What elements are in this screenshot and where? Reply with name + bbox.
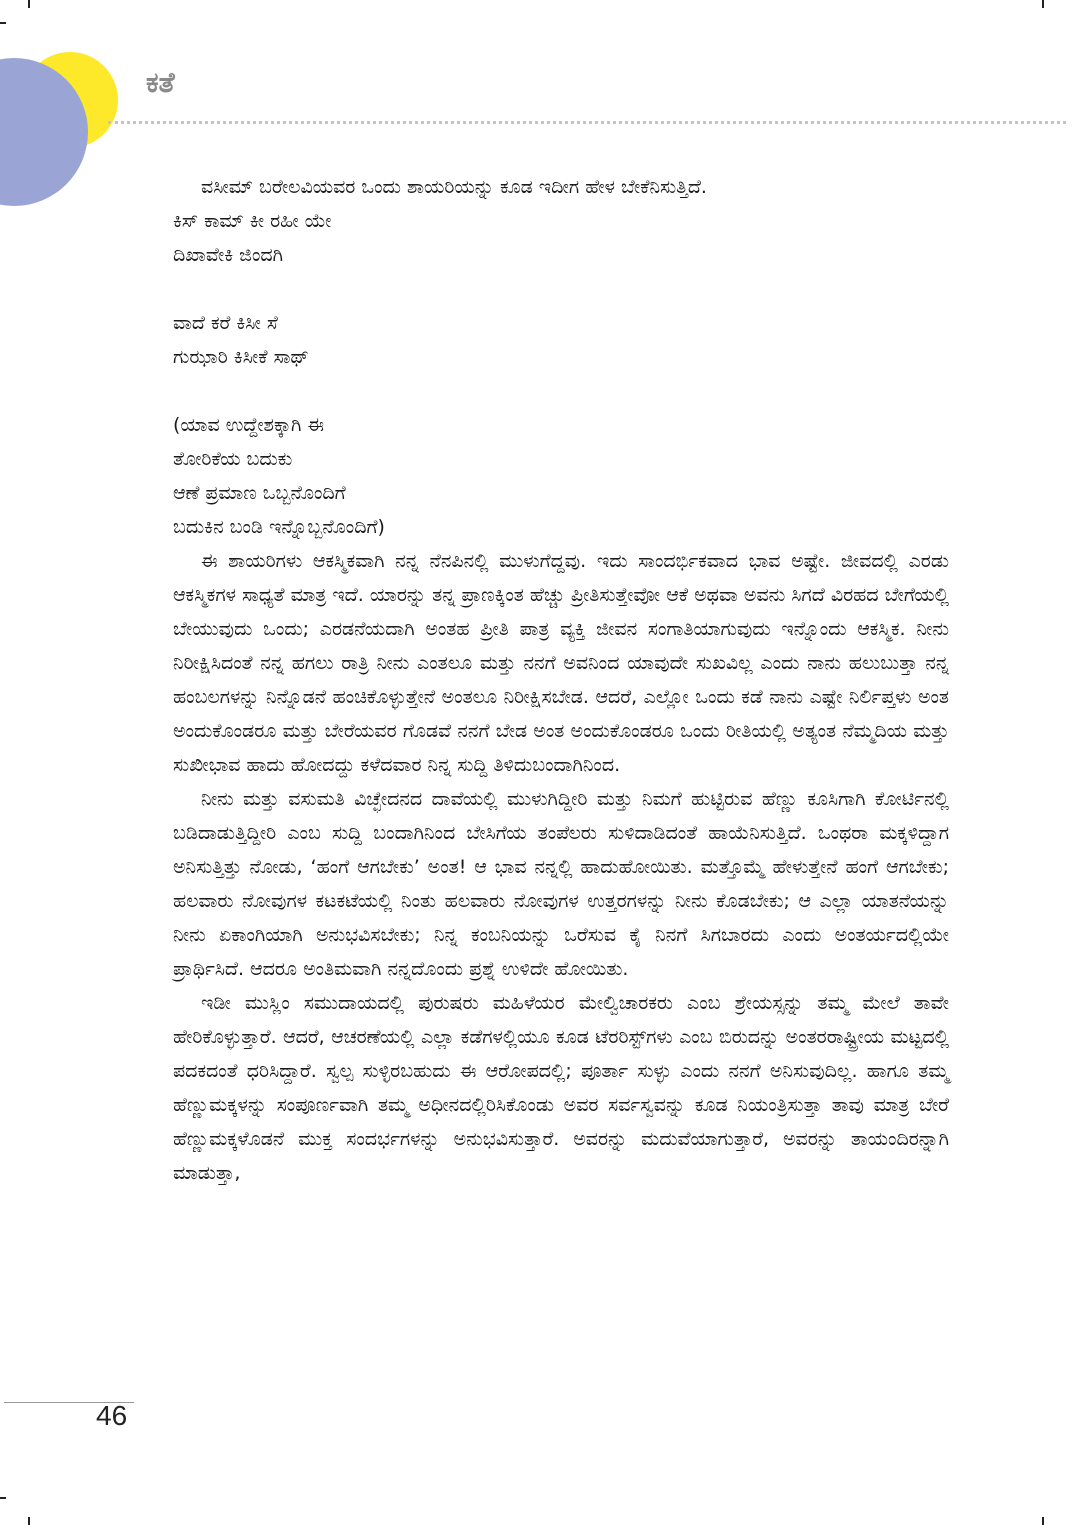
- story-text: [173, 170, 949, 1190]
- verse-line: ಆಣೆ ಪ್ರಮಾಣ ಒಬ್ಬನೊಂದಿಗೆ: [173, 482, 346, 504]
- verse-line: (ಯಾವ ಉದ್ದೇಶಕ್ಕಾಗಿ ಈ: [173, 414, 324, 436]
- crop-mark-bottom-left: [28, 1517, 30, 1525]
- crop-mark-left-bottom: [0, 1497, 6, 1499]
- verse-line: ದಿಖಾವೇಕಿ ಜಿಂದಗಿ: [173, 244, 284, 266]
- verse-stanza-1: [173, 204, 949, 272]
- crop-mark-top-right: [1042, 0, 1044, 8]
- verse-line: ಕಿಸ್ ಕಾಮ್ ಕೀ ರಹೀ ಯೇ: [173, 210, 332, 232]
- decorative-circles: [0, 0, 130, 215]
- body-paragraph-3: ಇಡೀ ಮುಸ್ಲಿಂ ಸಮುದಾಯದಲ್ಲಿ ಪುರುಷರು ಮಹಿಳೆಯರ ಮೇಲ್ವಿಚಾರಕರು ಎಂಬ ಶ್ರೇಯಸ್ಸನ್ನು ತಮ್ಮ ಮೇಲೆ ತಾವೇ ಹೇರಿಕೊಳ್ಳುತ್ತಾರೆ. ಆದರೆ, ಆಚರಣೆಯಲ್ಲಿ ಎಲ್ಲಾ ಕಡೆಗಳಲ್ಲಿಯೂ ಕೂಡ ಟೆರರಿಸ್ಟ್‌ಗಳು ಎಂಬ ಬಿರುದನ್ನು ಅಂತರರಾಷ್ಟ್ರೀಯ ಮಟ್ಟದಲ್ಲಿ ಪದಕದಂತೆ ಧರಿಸಿದ್ದಾರೆ. ಸ್ವಲ್ಪ ಸುಳ್ಳಿರಬಹುದು ಈ ಆರೋಪದಲ್ಲಿ; ಪೂರ್ತಾ ಸುಳ್ಳು ಎಂದು ನನಗೆ ಅನಿಸುವುದಿಲ್ಲ. ಹಾಗೂ ತಮ್ಮ ಹೆಣ್ಣುಮಕ್ಕಳನ್ನು ಸಂಪೂರ್ಣವಾಗಿ ತಮ್ಮ ಅಧೀನದಲ್ಲಿರಿಸಿಕೊಂಡು ಅವರ ಸರ್ವಸ್ವವನ್ನು ಕೂಡ ನಿಯಂತ್ರಿಸುತ್ತಾ ತಾವು ಮಾತ್ರ ಬೇರೆ ಹೆಣ್ಣುಮಕ್ಕಳೊಡನೆ ಮುಕ್ತ ಸಂದರ್ಭಗಳನ್ನು ಅನುಭವಿಸುತ್ತಾರೆ. ಅವರನ್ನು ಮದುವೆಯಾಗುತ್ತಾರೆ, ಅವರನ್ನು ತಾಯಂದಿರನ್ನಾಗಿ ಮಾಡುತ್ತಾ,: [173, 992, 949, 1184]
- page-number: 46: [96, 1400, 128, 1431]
- verse-line: ಬದುಕಿನ ಬಂಡಿ ಇನ್ನೊಬ್ಬನೊಂದಿಗೆ): [173, 516, 385, 538]
- verse-translation: [173, 408, 949, 544]
- intro-paragraph: ವಸೀಮ್ ಬರೇಲವಿಯವರ ಒಂದು ಶಾಯರಿಯನ್ನು ಕೂಡ ಇದೀಗ ಹೇಳ ಬೇಕೆನಿಸುತ್ತಿದೆ.: [201, 176, 707, 198]
- verse-line: ವಾದೆ ಕರೆ ಕಿಸೀ ಸೆ: [173, 312, 278, 334]
- section-title: ಕತೆ: [146, 66, 175, 99]
- verse-stanza-2: [173, 306, 949, 374]
- verse-line: ತೋರಿಕೆಯ ಬದುಕು: [173, 448, 293, 470]
- verse-line: ಗುಝಾರಿ ಕಿಸೀಕೆ ಸಾಥ್: [173, 346, 309, 368]
- crop-mark-bottom-right: [1042, 1517, 1044, 1525]
- dotted-divider: [108, 121, 1066, 124]
- body-paragraph-1: ಈ ಶಾಯರಿಗಳು ಆಕಸ್ಮಿಕವಾಗಿ ನನ್ನ ನೆನಪಿನಲ್ಲಿ ಮುಳುಗೆದ್ದವು. ಇದು ಸಾಂದರ್ಭಿಕವಾದ ಭಾವ ಅಷ್ಟೇ. ಜೀವದಲ್ಲಿ ಎರಡು ಆಕಸ್ಮಿಕಗಳ ಸಾಧ್ಯತೆ ಮಾತ್ರ ಇದೆ. ಯಾರನ್ನು ತನ್ನ ಪ್ರಾಣಕ್ಕಿಂತ ಹೆಚ್ಚು ಪ್ರೀತಿಸುತ್ತೇವೋ ಆಕೆ ಅಥವಾ ಅವನು ಸಿಗದೆ ವಿರಹದ ಬೇಗೆಯಲ್ಲಿ ಬೇಯುವುದು ಒಂದು; ಎರಡನೆಯದಾಗಿ ಅಂತಹ ಪ್ರೀತಿ ಪಾತ್ರ ವ್ಯಕ್ತಿ ಜೀವನ ಸಂಗಾತಿಯಾಗುವುದು ಇನ್ನೊಂದು ಆಕಸ್ಮಿಕ. ನೀನು ನಿರೀಕ್ಷಿಸಿದಂತೆ ನನ್ನ ಹಗಲು ರಾತ್ರಿ ನೀನು ಎಂತಲೂ ಮತ್ತು ನನಗೆ ಅವನಿಂದ ಯಾವುದೇ ಸುಖವಿಲ್ಲ ಎಂದು ನಾನು ಹಲುಬುತ್ತಾ ನನ್ನ ಹಂಬಲಗಳನ್ನು ನಿನ್ನೊಡನೆ ಹಂಚಿಕೊಳ್ಳುತ್ತೇನೆ ಅಂತಲೂ ನಿರೀಕ್ಷಿಸಬೇಡ. ಆದರೆ, ಎಲ್ಲೋ ಒಂದು ಕಡೆ ನಾನು ಎಷ್ಟೇ ನಿರ್ಲಿಪ್ತಳು ಅಂತ ಅಂದುಕೊಂಡರೂ ಮತ್ತು ಬೇರೆಯವರ ಗೊಡವೆ ನನಗೆ ಬೇಡ ಅಂತ ಅಂದುಕೊಂಡರೂ ಒಂದು ರೀತಿಯಲ್ಲಿ ಅತ್ಯಂತ ನೆಮ್ಮದಿಯ ಮತ್ತು ಸುಖೀಭಾವ ಹಾದು ಹೋದದ್ದು ಕಳೆದವಾರ ನಿನ್ನ ಸುದ್ದಿ ತಿಳಿದುಬಂದಾಗಿನಿಂದ.: [173, 550, 949, 776]
- body-paragraph-2: ನೀನು ಮತ್ತು ವಸುಮತಿ ವಿಚ್ಛೇದನದ ದಾವೆಯಲ್ಲಿ ಮುಳುಗಿದ್ದೀರಿ ಮತ್ತು ನಿಮಗೆ ಹುಟ್ಟಿರುವ ಹೆಣ್ಣು ಕೂಸಿಗಾಗಿ ಕೋರ್ಟಿನಲ್ಲಿ ಬಡಿದಾಡುತ್ತಿದ್ದೀರಿ ಎಂಬ ಸುದ್ದಿ ಬಂದಾಗಿನಿಂದ ಬೇಸಿಗೆಯ ತಂಪೆಲರು ಸುಳಿದಾಡಿದಂತೆ ಹಾಯೆನಿಸುತ್ತಿದೆ. ಒಂಥರಾ ಮಕ್ಕಳಿದ್ದಾಗ ಅನಿಸುತ್ತಿತ್ತು ನೋಡು, ‘ಹಂಗೆ ಆಗಬೇಕು’ ಅಂತ! ಆ ಭಾವ ನನ್ನಲ್ಲಿ ಹಾದುಹೋಯಿತು. ಮತ್ತೊಮ್ಮೆ ಹೇಳುತ್ತೇನೆ ಹಂಗೆ ಆಗಬೇಕು; ಹಲವಾರು ನೋವುಗಳ ಕಟಕಟೆಯಲ್ಲಿ ನಿಂತು ಹಲವಾರು ನೋವುಗಳ ಉತ್ತರಗಳನ್ನು ನೀನು ಕೊಡಬೇಕು; ಆ ಎಲ್ಲಾ ಯಾತನೆಯನ್ನು ನೀನು ಏಕಾಂಗಿಯಾಗಿ ಅನುಭವಿಸಬೇಕು; ನಿನ್ನ ಕಂಬನಿಯನ್ನು ಒರೆಸುವ ಕೈ ನಿನಗೆ ಸಿಗಬಾರದು ಎಂದು ಅಂತರ್ಯದಲ್ಲಿಯೇ ಪ್ರಾರ್ಥಿಸಿದೆ. ಆದರೂ ಅಂತಿಮವಾಗಿ ನನ್ನದೊಂದು ಪ್ರಶ್ನೆ ಉಳಿದೇ ಹೋಯಿತು.: [173, 788, 949, 980]
